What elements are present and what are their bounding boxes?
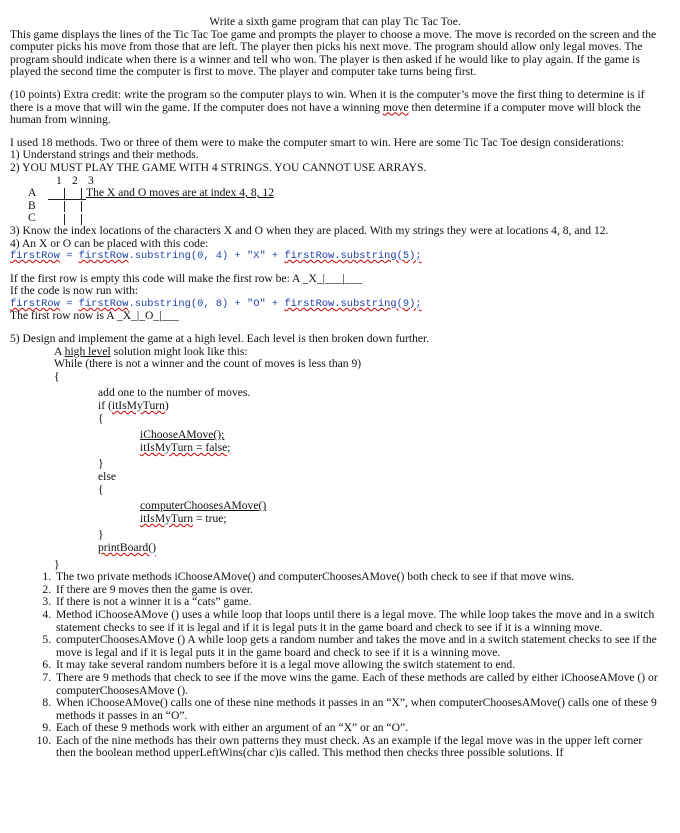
methods-intro: I used 18 methods. Two or three of them were to make the computer smart to win. Here are some Tic Tac Toe design considerations:	[10, 135, 624, 149]
code-var: firstRow	[10, 297, 60, 310]
pseudo-choose: iChooseAMove();	[140, 428, 225, 442]
high-level-post: solution might look like this:	[110, 344, 248, 358]
code-call: .substring(5);	[334, 250, 422, 263]
list-item: 5. computerChoosesAMove () A while loop gets a random number and takes the move and in a switch statement checks to see if the move is legal and if it is legal puts it in the game board and check to see if it is a winning move.	[54, 634, 660, 659]
list-item: 8. When iChooseAMove() calls one of these nine methods it passes in an “X”, when computerChoosesAMove() calls one of these 9 methods it passes in an “O”.	[54, 697, 660, 722]
board-cell	[65, 188, 82, 200]
pseudo-set-false: itIsMyTurn = false;	[140, 440, 231, 454]
move-word: move	[382, 100, 409, 114]
pseudocode-block	[10, 358, 660, 571]
code-op: =	[59, 250, 79, 263]
extra-credit-text-end: then determine if a computer move will block the human from winning.	[10, 100, 641, 127]
list-item: 10. Each of the nine methods has their own patterns they must check. As an example if the legal move was in the upper left corner then the boolean method upperLeftWins(char c)is called. This method then checks three possible solutions. If	[54, 735, 660, 760]
code-obj: firstRow	[284, 297, 335, 310]
code-call: .substring(0, 4) + "X" +	[128, 250, 285, 263]
consideration-2: 2) YOU MUST PLAY THE GAME WITH 4 STRINGS. YOU CANNOT USE ARRAYS.	[10, 160, 427, 174]
code-call: .substring(0, 8) + "O" +	[128, 297, 285, 310]
col-header-1: 1	[56, 173, 62, 187]
pseudo-add: add one to the number of moves.	[98, 386, 251, 400]
pseudo-brace: {	[98, 482, 104, 496]
code-obj: firstRow	[284, 250, 335, 263]
pseudo-while: While (there is not a winner and the count of moves is less than 9)	[54, 357, 362, 371]
board-cell	[48, 201, 65, 212]
row-label-b: B	[28, 198, 36, 212]
doc-title: Write a sixth game program that can play Tic Tac Toe.	[209, 15, 461, 28]
code-op: =	[59, 297, 79, 310]
pseudo-else: else	[98, 470, 117, 483]
pseudo-if-var: itIsMyTurn	[111, 399, 165, 413]
extra-credit-text: (10 points) Extra credit: write the program so the computer plays to win. When it is the computer’s move the first thing to determine is if there is a move that will win the game. If the computer does not have a winning	[10, 87, 645, 114]
list-item: 9. Each of these 9 methods work with either an argument of an “X” or an “O”.	[54, 722, 660, 735]
code-obj: firstRow	[78, 250, 129, 263]
consideration-4: 4) An X or O can be placed with this code:	[10, 236, 209, 250]
list-item: 7. There are 9 methods that check to see if the move wins the game. Each of these methods are called by either iChooseAMove () or computerChoosesAMove ().	[54, 672, 660, 697]
code-var: firstRow	[10, 250, 60, 263]
code-call: .substring(9);	[334, 297, 422, 310]
pseudo-set-true	[10, 513, 660, 526]
first-row-now: The first row now is A _X_|_O_|___	[10, 309, 179, 323]
high-level-pre: A	[54, 344, 65, 358]
row-label-c: C	[28, 211, 36, 225]
board-note: The X and O moves are at index 4, 8, 12	[86, 186, 275, 200]
pseudo-set-true-rest: = true;	[193, 511, 227, 525]
row-label-a: A	[28, 186, 37, 200]
consideration-3: 3) Know the index locations of the characters X and O when they are placed. With my strings they were at locations 4, 8, and 12.	[10, 223, 609, 237]
pseudo-print: printBoard()	[98, 540, 156, 554]
list-item: 2. If there are 9 moves then the game is over.	[54, 584, 660, 597]
list-item: 1. The two private methods iChooseAMove() and computerChoosesAMove() both check to see if that move wins.	[54, 571, 660, 584]
intro-paragraph: This game displays the lines of the Tic Tac Toe game and prompts the player to choose a move. The move is recorded on the screen and the computer picks his move from those that are left. The player then picks his next move. The program should allow only legal moves. The program should indicate when there is a winner and tell who won. The player is then asked if he would like to play again. If the game is played the second time the computer is first to move. The player and computer take turns being first.	[10, 27, 657, 79]
pseudo-set-true-var: itIsMyTurn	[140, 511, 194, 525]
consideration-5: 5) Design and implement the game at a high level. Each level is then broken down further.	[10, 332, 430, 346]
pseudo-if-post: )	[164, 399, 169, 413]
pseudo-brace: {	[98, 411, 104, 425]
code-line-1	[10, 250, 660, 263]
board-cell	[48, 188, 65, 200]
extra-credit-paragraph	[10, 89, 660, 127]
pseudo-brace: }	[98, 528, 104, 542]
high-level-link: high level	[64, 344, 111, 358]
list-item: 3. If there is not a winner it is a “cats” game.	[54, 596, 660, 609]
pseudo-brace: }	[54, 557, 60, 571]
board-cell	[65, 201, 82, 212]
col-header-2: 2	[72, 173, 78, 187]
pseudo-if-pre: if (	[98, 399, 112, 413]
code-obj: firstRow	[78, 297, 129, 310]
board-diagram	[10, 175, 660, 225]
pseudo-if	[10, 400, 660, 413]
document	[10, 16, 660, 760]
rerun-text: If the code is now run with:	[10, 284, 139, 298]
pseudo-brace: {	[54, 369, 60, 383]
consideration-1: 1) Understand strings and their methods.	[10, 148, 199, 162]
notes-list	[10, 571, 660, 760]
pseudo-comp: computerChoosesAMove()	[140, 499, 267, 513]
list-item: 4. Method iChooseAMove () uses a while loop that loops until there is a legal move. The while loop takes the move and in a switch statement checks to see if it is legal and if it is legal puts it in the game board and check to see if it is a winning move.	[54, 609, 660, 634]
pseudo-brace: }	[98, 457, 104, 471]
list-item: 6. It may take several random numbers before it is a legal move allowing the switch statement to end.	[54, 659, 660, 672]
empty-row-text: If the first row is empty this code will make the first row be: A _X_|___|___	[10, 271, 363, 285]
col-header-3: 3	[88, 173, 94, 187]
